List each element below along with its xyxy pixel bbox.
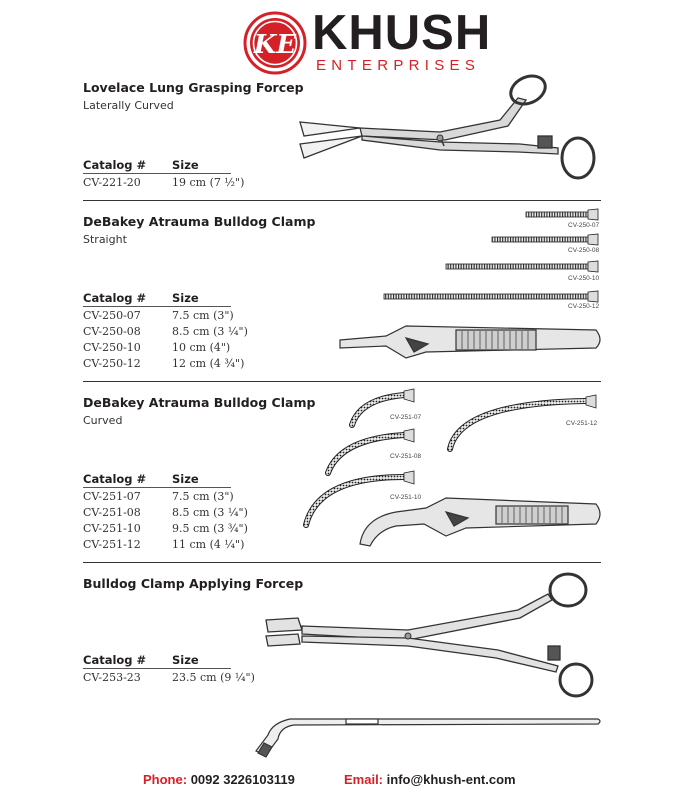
- catalog-header: Catalog #: [83, 472, 147, 486]
- email-value[interactable]: info@khush-ent.com: [386, 772, 516, 787]
- clamp-label: CV-250-07: [568, 222, 600, 229]
- table-header-rule: [83, 668, 231, 669]
- clamp-label: CV-250-08: [568, 247, 600, 254]
- size-value: 9.5 cm (3 ¾"): [172, 522, 248, 535]
- brand-tagline: ENTERPRISES: [316, 57, 481, 74]
- product-subtitle: Straight: [83, 233, 127, 246]
- section-divider: [83, 381, 601, 382]
- applying-forcep-side-image: [250, 705, 610, 760]
- size-value: 23.5 cm (9 ¼"): [172, 671, 255, 684]
- clamp-label: CV-250-12: [568, 303, 600, 310]
- size-value: 8.5 cm (3 ¼"): [172, 506, 248, 519]
- section-divider: [83, 562, 601, 563]
- size-value: 8.5 cm (3 ¼"): [172, 325, 248, 338]
- brand-name: KHUSH: [312, 6, 492, 60]
- curved-clamp-forcep-image: [356, 494, 606, 554]
- product-title: Lovelace Lung Grasping Forcep: [83, 80, 304, 95]
- catalog-header: Catalog #: [83, 158, 147, 172]
- catalog-number: CV-251-08: [83, 506, 141, 519]
- table-header-rule: [83, 306, 231, 307]
- size-value: 12 cm (4 ¾"): [172, 357, 245, 370]
- size-header: Size: [172, 472, 199, 486]
- footer-email: [344, 772, 516, 787]
- size-header: Size: [172, 158, 199, 172]
- table-header-rule: [83, 487, 231, 488]
- catalog-number: CV-250-08: [83, 325, 141, 338]
- catalog-header: Catalog #: [83, 291, 147, 305]
- clamp-label: CV-251-07: [390, 414, 422, 421]
- clamp-label: CV-251-10: [390, 494, 422, 501]
- catalog-number: CV-251-07: [83, 490, 141, 503]
- catalog-number: CV-250-12: [83, 357, 141, 370]
- product-title: DeBakey Atrauma Bulldog Clamp: [83, 395, 316, 410]
- clamp-label: CV-251-12: [566, 420, 598, 427]
- catalog-number: CV-253-23: [83, 671, 141, 684]
- catalog-number: CV-221-20: [83, 176, 141, 189]
- lovelace-forcep-image: [290, 70, 620, 190]
- catalog-number: CV-251-10: [83, 522, 141, 535]
- footer-phone: [143, 772, 295, 787]
- brand-logo-mark: [243, 11, 307, 75]
- size-value: 11 cm (4 ¼"): [172, 538, 245, 551]
- straight-clamp-forcep-image: [336, 318, 606, 368]
- catalog-number: CV-250-10: [83, 341, 141, 354]
- size-header: Size: [172, 653, 199, 667]
- product-subtitle: Laterally Curved: [83, 99, 174, 112]
- clamp-label: CV-250-10: [568, 275, 600, 282]
- catalog-header: Catalog #: [83, 653, 147, 667]
- clamp-label: CV-251-08: [390, 453, 422, 460]
- product-title: DeBakey Atrauma Bulldog Clamp: [83, 214, 316, 229]
- phone-value[interactable]: 0092 3226103119: [190, 772, 295, 787]
- brand-logo-letters: KE: [253, 30, 297, 60]
- section-divider: [83, 200, 601, 201]
- email-label: Email:: [344, 772, 384, 787]
- size-value: 7.5 cm (3"): [172, 309, 234, 322]
- product-title: Bulldog Clamp Applying Forcep: [83, 576, 304, 591]
- product-subtitle: Curved: [83, 414, 123, 427]
- table-header-rule: [83, 173, 231, 174]
- catalog-number: CV-251-12: [83, 538, 141, 551]
- size-value: 10 cm (4"): [172, 341, 231, 354]
- size-header: Size: [172, 291, 199, 305]
- catalog-number: CV-250-07: [83, 309, 141, 322]
- size-value: 7.5 cm (3"): [172, 490, 234, 503]
- applying-forcep-image: [258, 570, 608, 700]
- size-value: 19 cm (7 ½"): [172, 176, 245, 189]
- phone-label: Phone:: [143, 772, 188, 787]
